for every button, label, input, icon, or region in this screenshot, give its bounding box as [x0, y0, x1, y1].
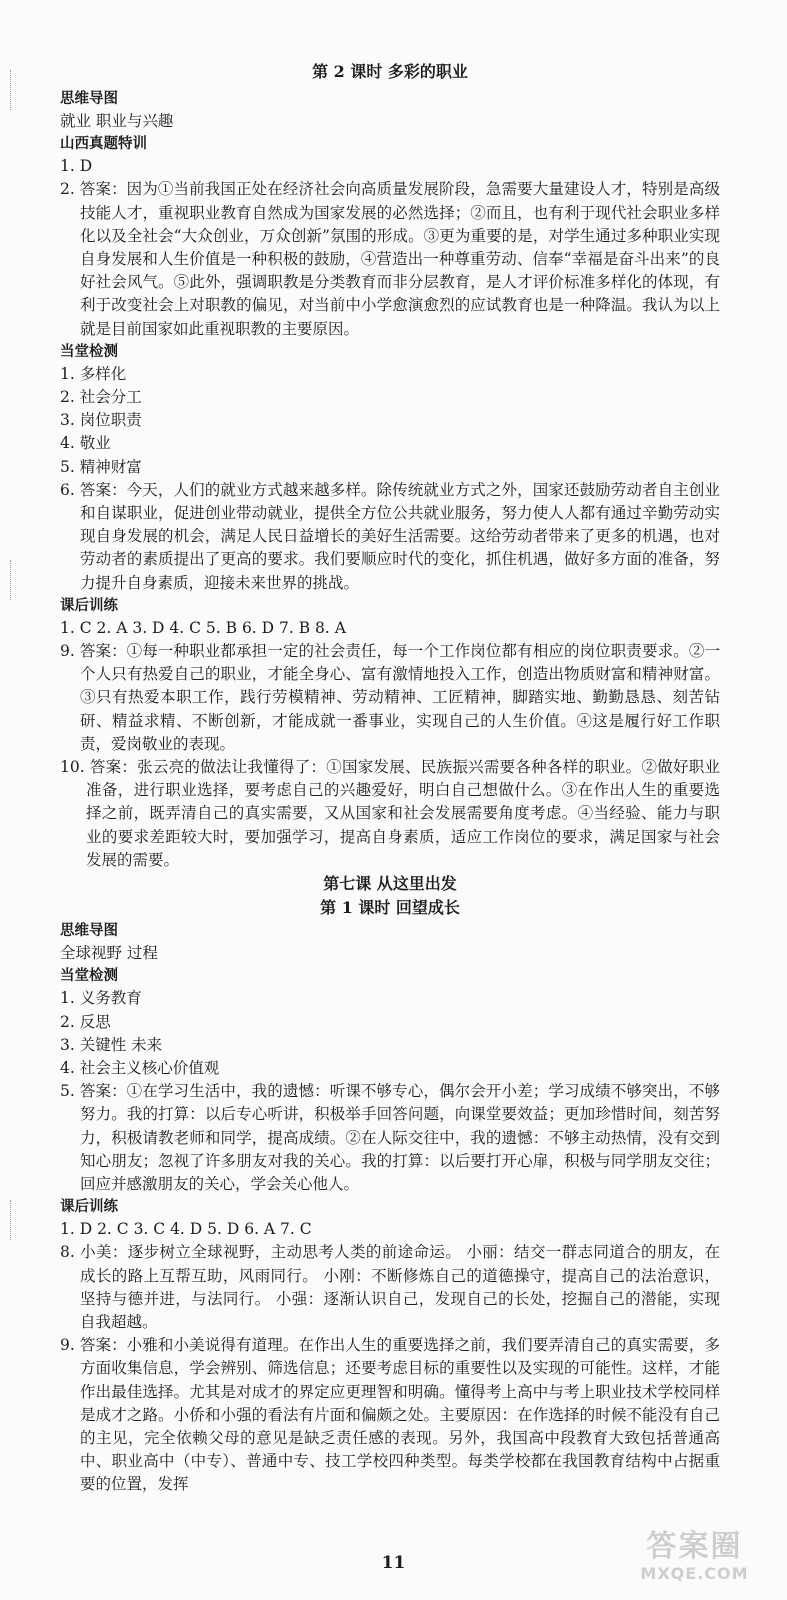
answer-item: 1. D 2. C 3. C 4. D 5. D 6. A 7. C: [60, 1220, 312, 1239]
section-heading-class-check: 当堂检测: [60, 968, 118, 985]
answer-item: 4. 社会主义核心价值观: [60, 1058, 220, 1077]
mindmap-answers: 就业 职业与兴趣: [60, 112, 174, 130]
answer-item: 9. 答案：小雅和小美说得有道理。在作出人生的重要选择之前，我们要弄清自己的真实需要，多方面收集信息，学会辨别、筛选信息；还要考虑目标的重要性以及实现的可能性。这样，才能作出最佳选择。尤其是对成才的界定应更理智和明确。懂得考上高中与考上职业技术学校同样是成才之路。小侨和小强的看法有片面和偏颇之处。主要原因：在作选择的时候不能没有自己的主见，完全依赖父母的意见是缺乏责任感的表现。另外，我国高中段教育大致包括普通高中、职业高中（中专）、普通中专、技工学校四种类型。每类学校都在我国教育结构中占据重要的位置，发挥: [60, 1336, 720, 1494]
watermark-logo: [612, 1530, 777, 1592]
section-heading-class-check: 当堂检测: [60, 343, 118, 360]
answer-item: 1. 义务教育: [60, 989, 142, 1008]
answer-item: 1. 多样化: [60, 364, 127, 383]
answer-item: 2. 反思: [60, 1012, 111, 1031]
answer-item: 6. 答案：今天，人们的就业方式越来越多样。除传统就业方式之外，国家还鼓励劳动者自主创业和自谋职业，促进创业带动就业，提供全方位公共就业服务，努力使人人都有通过辛勤劳动实现自身发展的机会，满足人民日益增长的美好生活需要。这给劳动者带来了更多的机遇，也对劳动者的素质提出了更高的要求。我们要顺应时代的变化，抓住机遇，做好多方面的准备，努力提升自身素质，迎接未来世界的挑战。: [60, 480, 720, 592]
lesson-title: 第七课 从这里出发: [323, 874, 457, 894]
answer-item: 3. 岗位职责: [60, 411, 142, 430]
answer-item: 3. 关键性 未来: [60, 1035, 163, 1054]
section-heading-mindmap: 思维导图: [60, 91, 118, 107]
answer-item: 2. 答案：因为①当前我国正处在经济社会向高质量发展阶段，急需要大量建设人才，特别是高级技能人才，重视职业教育自然成为国家发展的必然选择；②而且，也有利于现代社会职业多样化以及全社会“大众创业，万众创新”氛围的形成。③更为重要的是，对学生通过多种职业实现自身发展和人生价值是一种积极的鼓励，④营造出一种尊重劳动、信奉“幸福是奋斗出来”的良好社会风气。⑤此外，强调职教是分类教育而非分层教育，是人才评价标准多样化的体现，有利于改变社会上对职教的偏见，对当前中小学愈演愈烈的应试教育也是一种降温。我认为以上就是目前国家如此重视职教的主要原因。: [60, 180, 720, 338]
margin-mark: [10, 1200, 17, 1240]
answer-item: 2. 社会分工: [60, 388, 142, 407]
answer-item: 8. 小美：逐步树立全球视野，主动思考人类的前途命运。 小丽：结交一群志同道合的朋友，在成长的路上互帮互助，风雨同行。 小刚：不断修炼自己的道德操守，提高自己的法治意识，坚持与德并进，与法同行。 小强：逐渐认识自己，发现自己的长处，挖掘自己的潜能，实现自我超越。: [60, 1243, 720, 1331]
section-heading-shanxi: 山西真题特训: [60, 136, 147, 153]
page-number: 11: [381, 1553, 406, 1573]
answer-item: 1. D: [60, 157, 93, 176]
lesson-title: 第 2 课时 多彩的职业: [312, 62, 468, 81]
margin-mark: [10, 560, 17, 600]
answer-item: 10. 答案：张云亮的做法让我懂得了：①国家发展、民族振兴需要各种各样的职业。②做好职业准备，进行职业选择，要考虑自己的兴趣爱好，明白自己想做什么。③在作出人生的重要选择之前，既弄清自己的真实需要，又从国家和社会发展需要角度考虑。④当经验、能力与职业的要求差距较大时，要加强学习，提高自身素质，适应工作岗位的要求，满足国家与社会发展的需要。: [60, 758, 720, 869]
answer-item: 1. C 2. A 3. D 4. C 5. B 6. D 7. B 8. A: [60, 618, 346, 637]
answer-item: 5. 答案：①在学习生活中，我的遗憾：听课不够专心，偶尔会开小差；学习成绩不够突出，不够努力。我的打算：以后专心听讲，积极举手回答问题，向课堂要效益；更加珍惜时间，刻苦努力，积极请教老师和同学，提高成绩。②在人际交往中，我的遗憾：不够主动热情，没有交到知心朋友；忽视了许多朋友对我的关心。我的打算：以后要打开心扉，积极与同学朋友交往；回应并感激朋友的关心，学会关心他人。: [60, 1082, 720, 1193]
section-heading-after-class: 课后训练: [60, 1199, 118, 1216]
answer-item: 5. 精神财富: [60, 457, 142, 476]
section-heading-mindmap: 思维导图: [60, 923, 118, 940]
answer-item: 4. 敬业: [60, 434, 111, 453]
margin-mark: [10, 70, 17, 110]
answer-item: 9. 答案：①每一种职业都承担一定的社会责任，每一个工作岗位都有相应的岗位职责要求。②一个人只有热爱自己的职业，才能全身心、富有激情地投入工作，创造出物质财富和精神财富。③只有热爱本职工作，践行劳模精神、劳动精神、工匠精神，脚踏实地、勤勤恳恳、刻苦钻研、精益求精、不断创新，才能成就一番事业，实现自己的人生价值。④这是履行好工作职责，爱岗敬业的表现。: [60, 642, 720, 753]
mindmap-answers: 全球视野 过程: [60, 944, 158, 963]
answer-page: [60, 60, 720, 1497]
watermark-top: 答案圈: [646, 1529, 743, 1564]
section-heading-after-class: 课后训练: [60, 597, 118, 614]
watermark-bottom: MXQE.COM: [640, 1564, 749, 1583]
lesson-subtitle: 第 1 课时 回望成长: [320, 898, 460, 918]
